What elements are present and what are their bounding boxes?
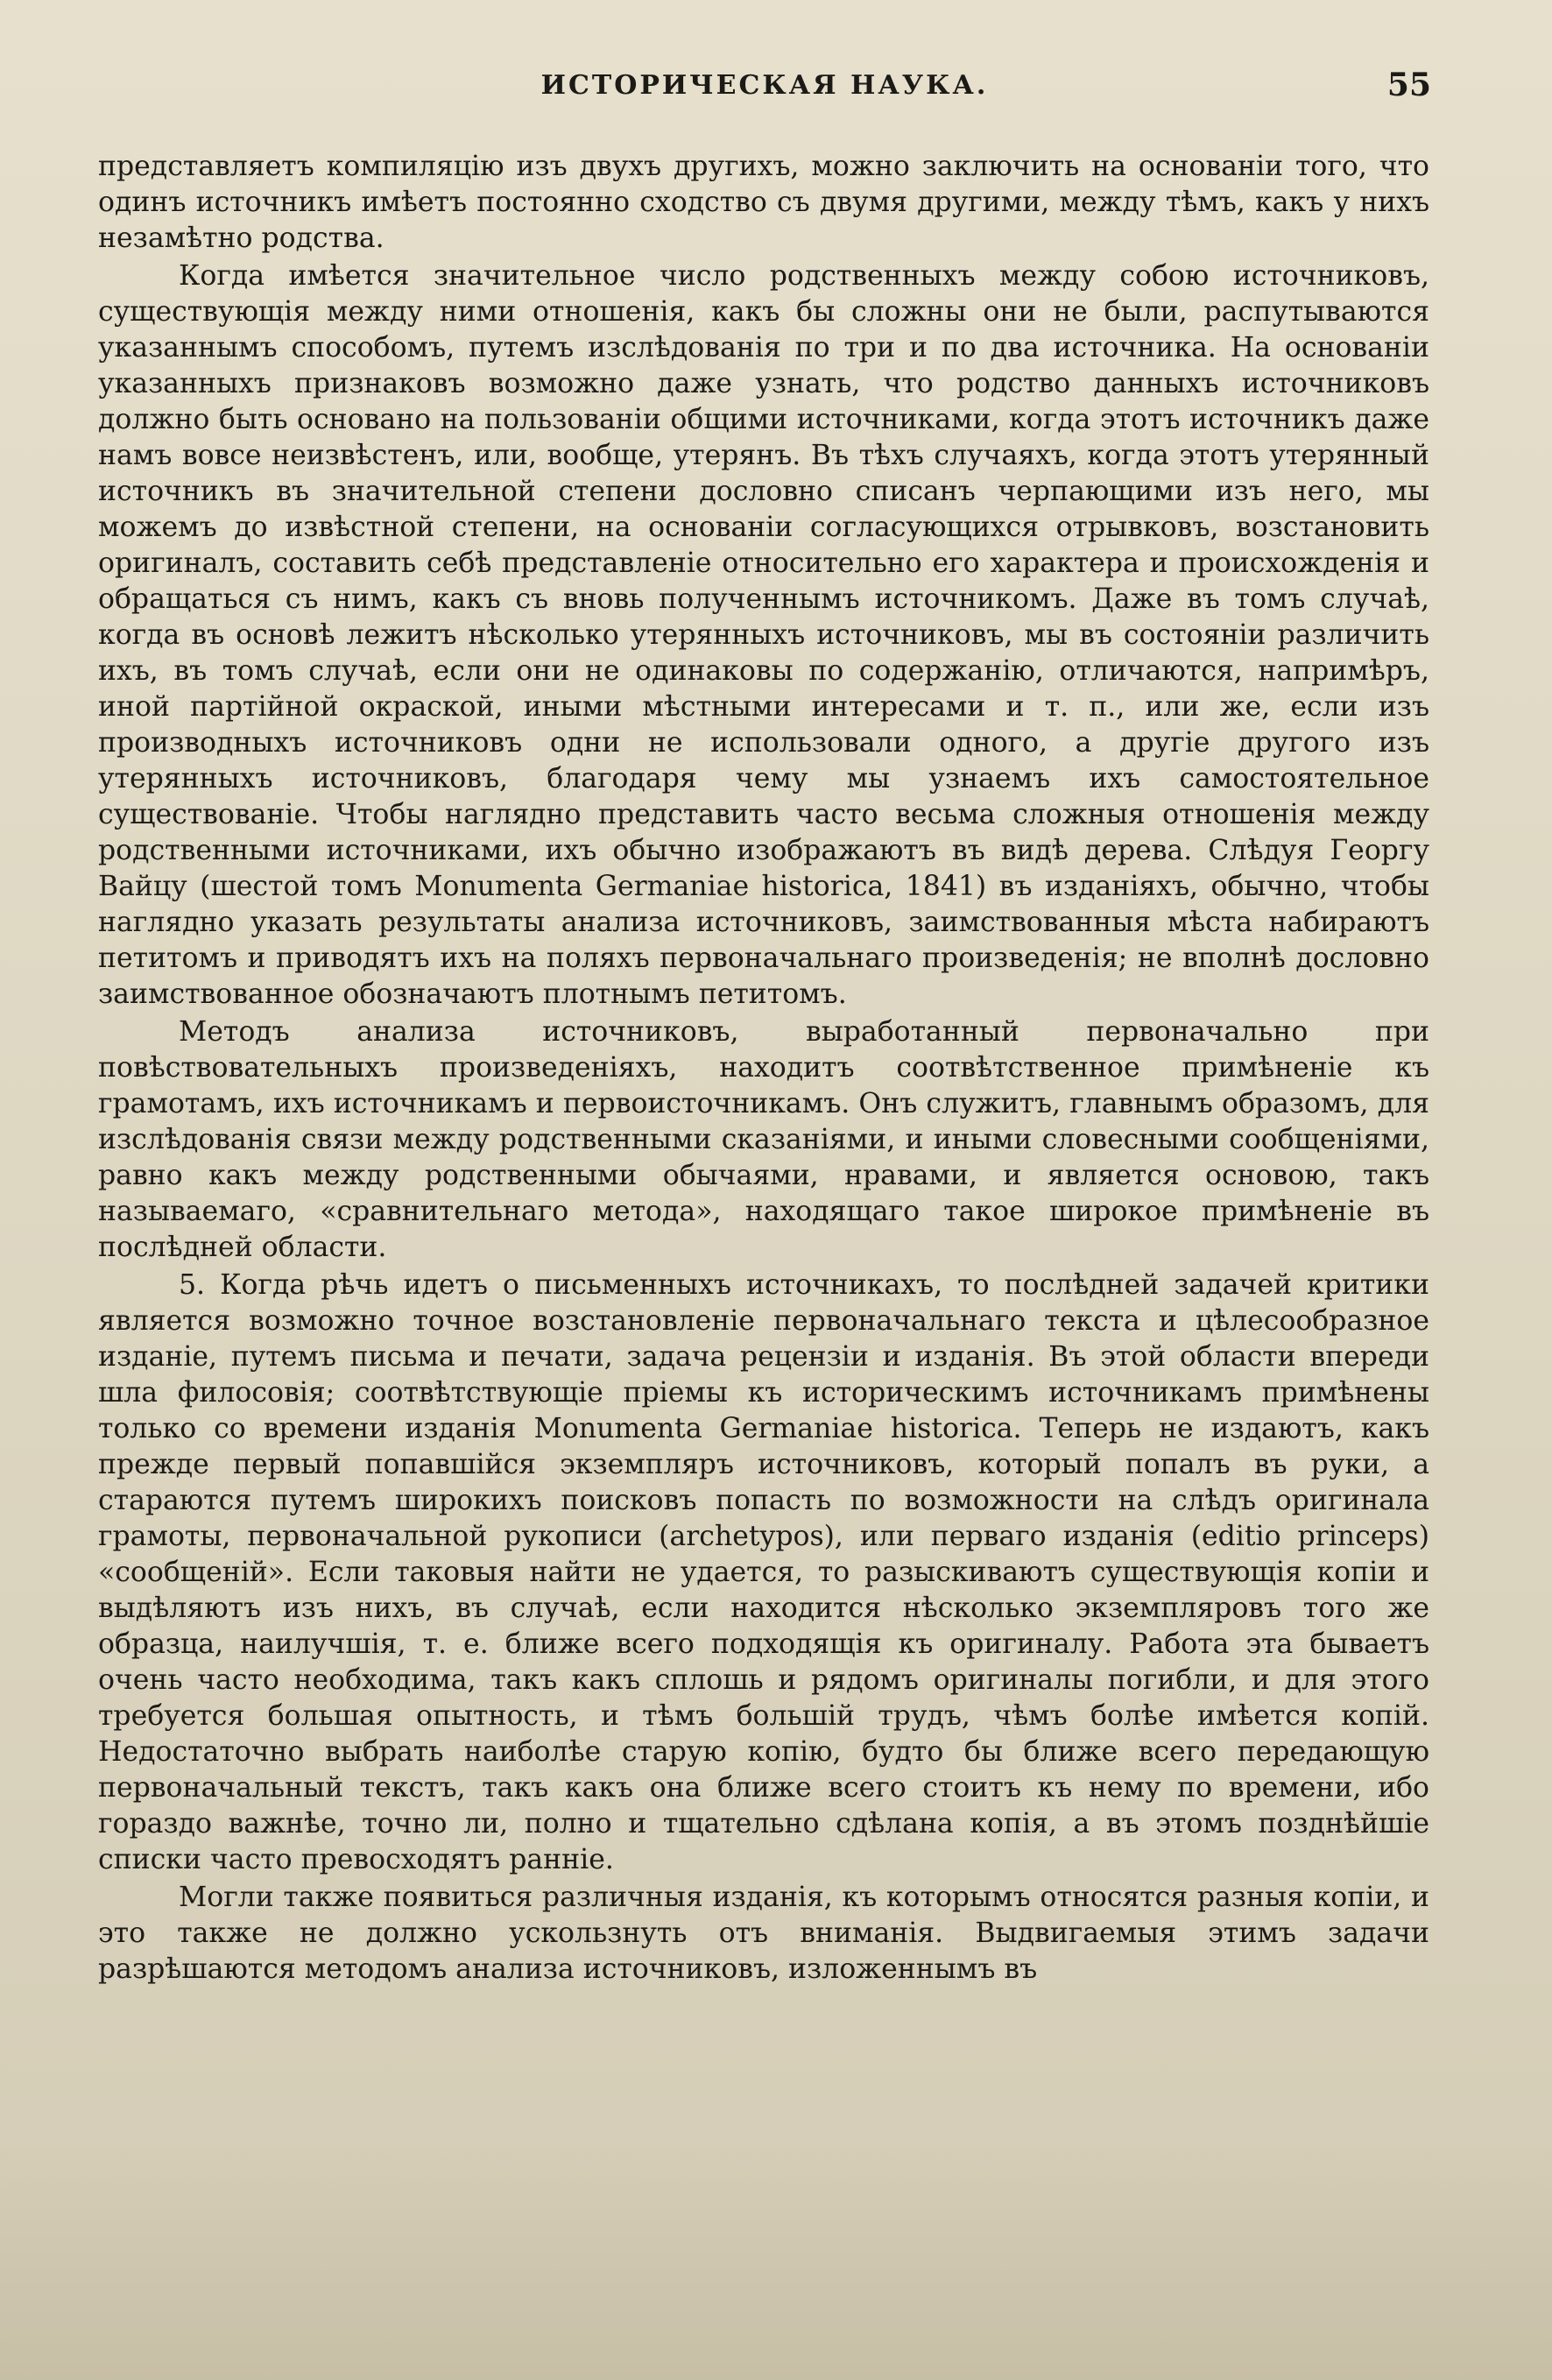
page-header: [98, 67, 1431, 114]
page-shading: [0, 2135, 1552, 2380]
paragraph-continuation: представляетъ компиляцію изъ двухъ другихъ, можно заключить на основаніи того, что одинъ источникъ имѣетъ постоянно сходство съ двумя другими, между тѣмъ, какъ у нихъ незамѣтно родства.: [98, 151, 1429, 254]
body-text: [98, 149, 1429, 1989]
page-number: 55: [1386, 67, 1431, 103]
running-title: ИСТОРИЧЕСКАЯ НАУКА.: [540, 70, 989, 101]
paragraph: Могли также появиться различныя изданія, къ которымъ относятся разныя копіи, и это также не должно ускользнуть отъ вниманія. Выдвигаемыя этимъ задачи разрѣшаются методомъ анализа источниковъ, изложеннымъ въ: [98, 1882, 1429, 1985]
paragraph: Когда имѣется значительное число родственныхъ между собою источниковъ, существующія между ними отношенія, какъ бы сложны они не были, распутываются указаннымъ способомъ, путемъ изслѣдованія по три и по два источника. На основаніи указанныхъ признаковъ возможно даже узнать, что родство данныхъ источниковъ должно быть основано на пользованіи общими источниками, когда этотъ источникъ даже намъ вовсе неизвѣстенъ, или, вообще, утерянъ. Въ тѣхъ случаяхъ, когда этотъ утерянный источникъ въ значительной степени дословно списанъ черпающими изъ него, мы можемъ до извѣстной степени, на основаніи согласующихся отрывковъ, возстановить оригиналъ, составить себѣ представленіе относительно его характера и происхожденія и обращаться съ нимъ, какъ съ вновь полученнымъ источникомъ. Даже въ томъ случаѣ, когда въ основѣ лежитъ нѣсколько утерянныхъ источниковъ, мы въ состояніи различить ихъ, въ томъ случаѣ, если они не одинаковы по содержанію, отличаются, напримѣръ, иной партійной окраской, иными мѣстными интересами и т. п., или же, если изъ производныхъ источниковъ одни не использовали одного, а другіе другого изъ утерянныхъ источниковъ, благодаря чему мы узнаемъ ихъ самостоятельное существованіе. Чтобы наглядно представить часто весьма сложныя отношенія между родственными источниками, ихъ обычно изображаютъ въ видѣ дерева. Слѣдуя Георгу Вайцу (шестой томъ Monumenta Germaniae historica, 1841) въ изданіяхъ, обычно, чтобы наглядно указать результаты анализа источниковъ, заимствованныя мѣста набираютъ петитомъ и приводятъ ихъ на поляхъ первоначальнаго произведенія; не вполнѣ дословно заимствованное обозначаютъ плотнымъ петитомъ.: [98, 260, 1429, 1010]
paragraph: Методъ анализа источниковъ, выработанный первоначально при повѣствовательныхъ произведеніяхъ, находитъ соотвѣтственное примѣненіе къ грамотамъ, ихъ источникамъ и первоисточникамъ. Онъ служитъ, главнымъ образомъ, для изслѣдованія связи между родственными сказаніями, и иными словесными сообщеніями, равно какъ между родственными обычаями, нравами, и является основою, такъ называемаго, «сравнительнаго метода», находящаго такое широкое примѣненіе въ послѣдней области.: [98, 1016, 1429, 1263]
paragraph-section-5: 5. Когда рѣчь идетъ о письменныхъ источникахъ, то послѣдней задачей критики является возможно точное возстановленіе первоначальнаго текста и цѣлесообразное изданіе, путемъ письма и печати, задача рецензіи и изданія. Въ этой области впереди шла филосовія; соотвѣтствующіе пріемы къ историческимъ источникамъ примѣнены только со времени изданія Monumenta Germaniae historica. Теперь не издаютъ, какъ прежде первый попавшійся экземпляръ источниковъ, который попалъ въ руки, а стараются путемъ широкихъ поисковъ попасть по возможности на слѣдъ оригинала грамоты, первоначальной рукописи (archetypos), или перваго изданія (editio princeps) «сообщеній». Если таковыя найти не удается, то разыскиваютъ существующія копіи и выдѣляютъ изъ нихъ, въ случаѣ, если находится нѣсколько экземпляровъ того же образца, наилучшія, т. е. ближе всего подходящія къ оригиналу. Работа эта бываетъ очень часто необходима, такъ какъ сплошь и рядомъ оригиналы погибли, и для этого требуется большая опытность, и тѣмъ большій трудъ, чѣмъ болѣе имѣется копій. Недостаточно выбрать наиболѣе старую копію, будто бы ближе всего передающую первоначальный текстъ, такъ какъ она ближе всего стоитъ къ нему по времени, ибо гораздо важнѣе, точно ли, полно и тщательно сдѣлана копія, а въ этомъ позднѣйшіе списки часто превосходятъ ранніе.: [98, 1269, 1429, 1875]
